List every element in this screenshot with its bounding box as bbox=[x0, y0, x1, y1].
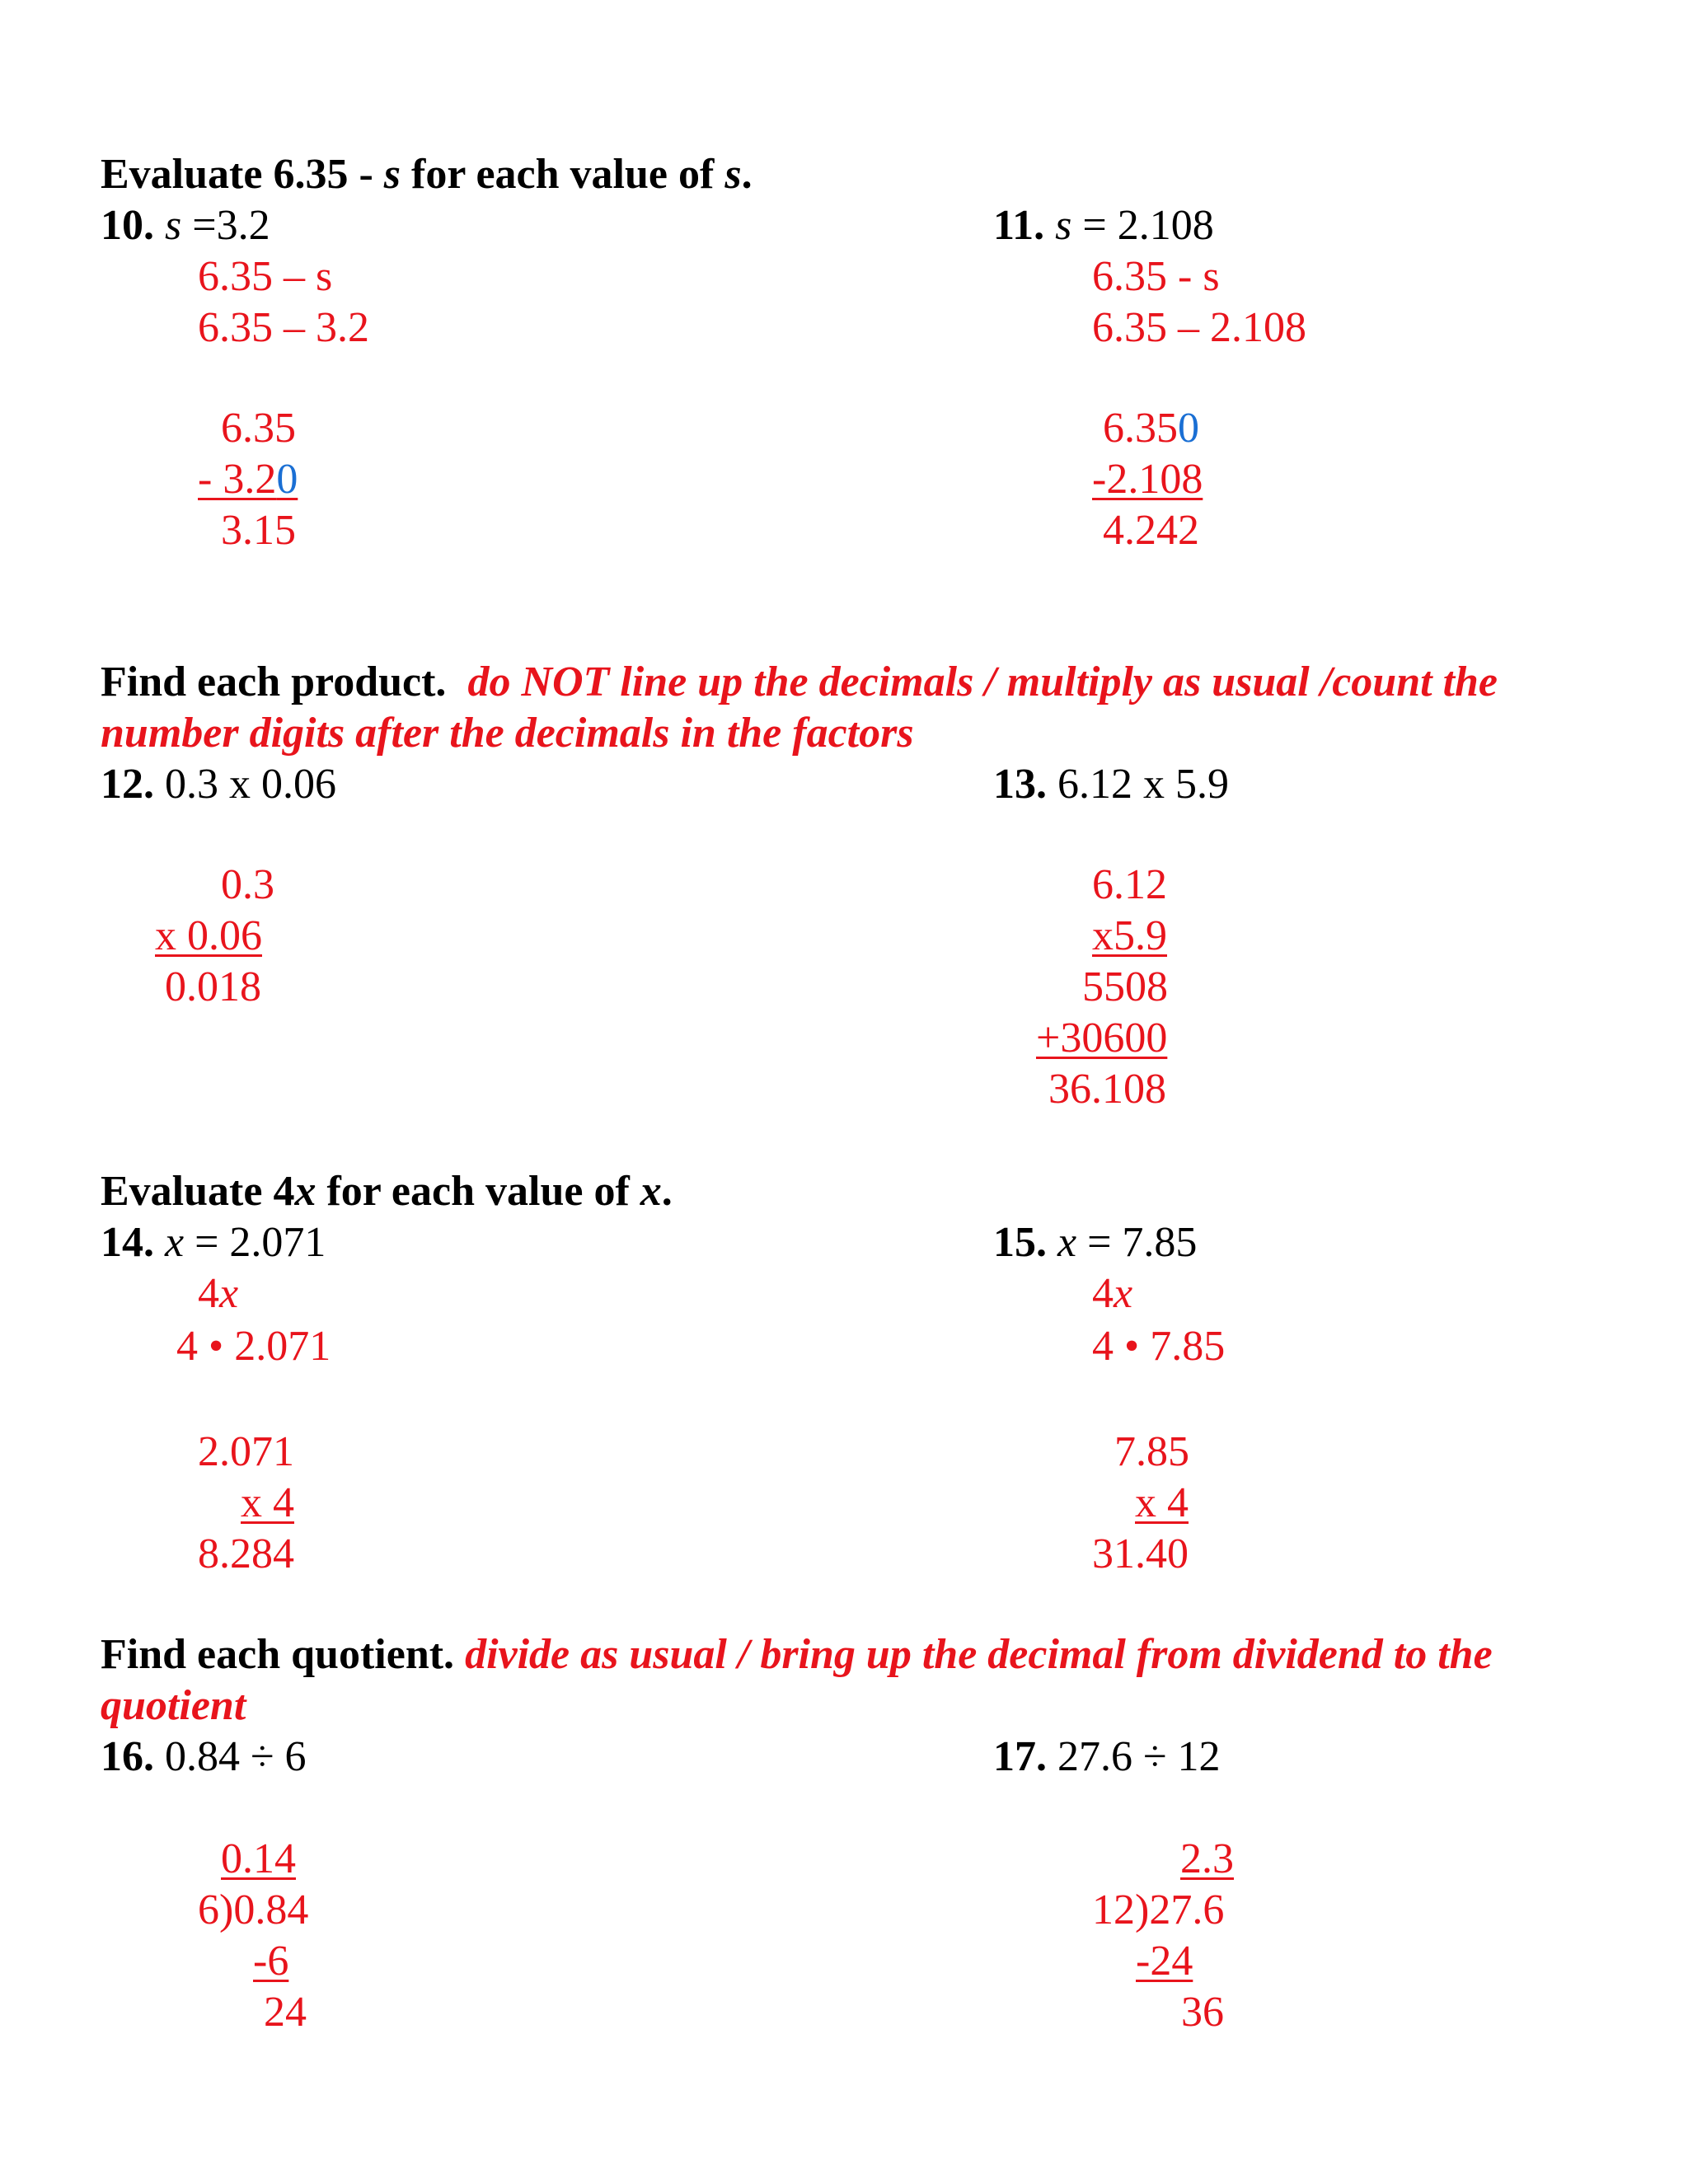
problem-12-column-multiplier: x 0.06 bbox=[155, 912, 262, 959]
problem-16-remainder-1: 24 bbox=[264, 1989, 307, 2036]
problem-14-label: 14. x = 2.071 bbox=[101, 1219, 326, 1266]
problem-15-column-multiplier: x 4 bbox=[1135, 1479, 1189, 1526]
problem-16-quotient: 0.14 bbox=[221, 1835, 296, 1882]
problem-14-column-multiplier: x 4 bbox=[241, 1479, 294, 1526]
problem-11-step-1: 6.35 - s bbox=[1092, 253, 1220, 300]
problem-13-column-top: 6.12 bbox=[1092, 861, 1167, 908]
problem-13-column-result: 36.108 bbox=[1048, 1066, 1166, 1113]
problem-15-step-1: 4x bbox=[1092, 1270, 1133, 1317]
problem-11-column-subtrahend: -2.108 bbox=[1092, 456, 1203, 503]
section-heading-evaluate-x: Evaluate 4x for each value of x. bbox=[101, 1168, 673, 1215]
problem-12-label: 12. 0.3 x 0.06 bbox=[101, 761, 336, 808]
section-heading-product: Find each product. do NOT line up the decimals / multiply as usual /count the bbox=[101, 658, 1498, 705]
problem-11-column-result: 4.242 bbox=[1103, 507, 1199, 554]
problem-11-step-2: 6.35 – 2.108 bbox=[1092, 304, 1306, 351]
problem-11-label: 11. s = 2.108 bbox=[993, 202, 1214, 249]
problem-10-column-top: 6.35 bbox=[221, 405, 296, 452]
quotient-instruction-continued: quotient bbox=[101, 1682, 246, 1729]
problem-15-label: 15. x = 7.85 bbox=[993, 1219, 1198, 1266]
problem-10-column-subtrahend: - 3.20 bbox=[198, 456, 298, 503]
problem-10-step-2: 6.35 – 3.2 bbox=[198, 304, 369, 351]
problem-13-partial-product-2: +30600 bbox=[1036, 1015, 1168, 1062]
problem-17-divisor-dividend: 12)27.6 bbox=[1092, 1886, 1225, 1933]
problem-12-column-top: 0.3 bbox=[221, 861, 274, 908]
problem-17-remainder-1: 36 bbox=[1181, 1989, 1224, 2036]
problem-14-column-top: 2.071 bbox=[198, 1428, 294, 1475]
problem-11-column-top: 6.350 bbox=[1103, 405, 1199, 452]
problem-13-partial-product-1: 5508 bbox=[1082, 963, 1168, 1010]
problem-17-label: 17. 27.6 ÷ 12 bbox=[993, 1733, 1221, 1780]
problem-16-divisor-dividend: 6)0.84 bbox=[198, 1886, 309, 1933]
problem-16-label: 16. 0.84 ÷ 6 bbox=[101, 1733, 307, 1780]
problem-10-step-1: 6.35 – s bbox=[198, 253, 333, 300]
problem-17-subtract-1: -24 bbox=[1136, 1938, 1193, 1985]
problem-17-quotient: 2.3 bbox=[1180, 1835, 1234, 1882]
problem-12-column-result: 0.018 bbox=[165, 963, 261, 1010]
problem-16-subtract-1: -6 bbox=[253, 1938, 289, 1985]
section-heading-evaluate-s: Evaluate 6.35 - s for each value of s. bbox=[101, 151, 753, 198]
problem-14-column-result: 8.284 bbox=[198, 1530, 294, 1577]
problem-13-column-multiplier: x5.9 bbox=[1092, 912, 1167, 959]
problem-13-label: 13. 6.12 x 5.9 bbox=[993, 761, 1229, 808]
problem-14-step-1: 4x bbox=[198, 1270, 239, 1317]
problem-10-label: 10. s =3.2 bbox=[101, 202, 270, 249]
problem-15-column-result: 31.40 bbox=[1092, 1530, 1189, 1577]
problem-15-step-2: 4 • 7.85 bbox=[1092, 1323, 1226, 1370]
product-instruction-continued: number digits after the decimals in the factors bbox=[101, 710, 914, 757]
problem-15-column-top: 7.85 bbox=[1114, 1428, 1189, 1475]
problem-10-column-result: 3.15 bbox=[221, 507, 296, 554]
section-heading-quotient: Find each quotient. divide as usual / bring up the decimal from dividend to the bbox=[101, 1631, 1493, 1678]
problem-14-step-2: 4 • 2.071 bbox=[176, 1323, 331, 1370]
